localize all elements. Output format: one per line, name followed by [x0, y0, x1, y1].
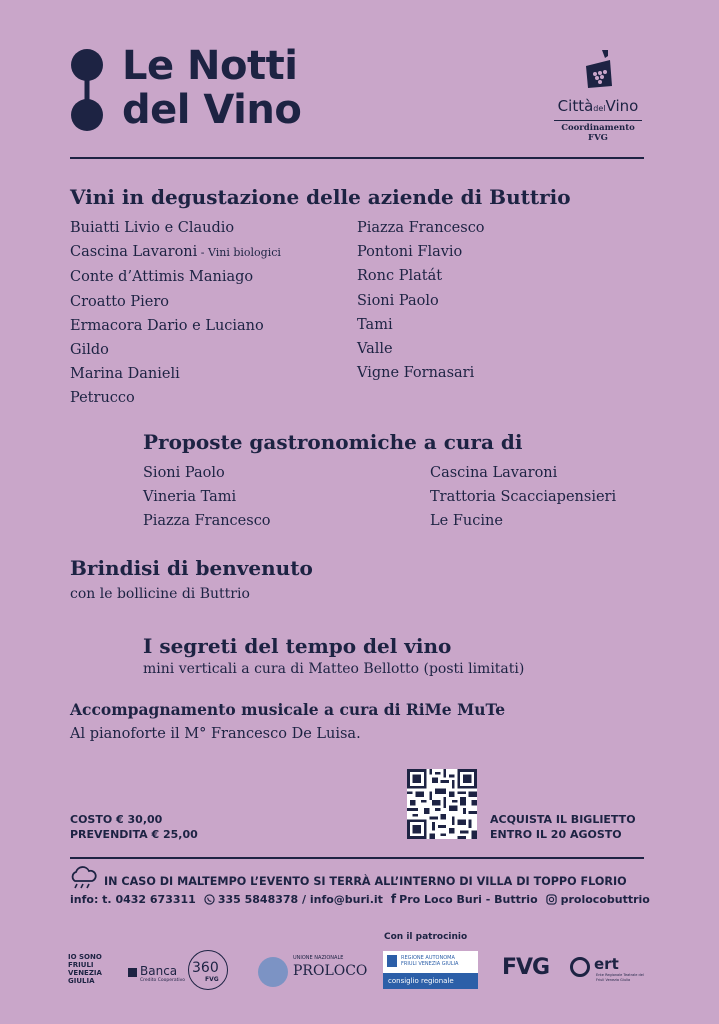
buy-line-2: ENTRO IL 20 AGOSTO — [490, 828, 622, 841]
list-item: Gildo — [70, 342, 109, 359]
list-item: Buiatti Livio e Claudio — [70, 220, 235, 236]
consiglio-regionale-logo: REGIONE AUTONOMA FRIULI VENEZIA GIULIA consiglio regionale — [383, 951, 478, 989]
patronage-label: Con il patrocinio — [384, 932, 468, 942]
ticket-prices — [70, 812, 198, 842]
citta-del-vino-logo — [548, 48, 648, 143]
qr-code-icon[interactable] — [407, 769, 477, 839]
list-item: Pontoni Flavio — [357, 244, 463, 261]
list-item: Ronc Platát — [357, 268, 443, 285]
divider-top — [70, 157, 644, 159]
food-left-list — [143, 461, 271, 534]
facebook-contact[interactable]: f Pro Loco Buri - Buttrio — [390, 892, 538, 906]
title-line-2: del Vino — [122, 87, 302, 133]
music-heading: Accompagnamento musicale a cura di RiMe MuTe — [70, 700, 506, 719]
contacts-row — [70, 892, 650, 906]
music-sub: Al pianoforte il M° Francesco De Luisa. — [70, 726, 361, 742]
rain-cloud-icon — [68, 866, 98, 890]
facebook-icon: f — [390, 892, 397, 906]
list-item: Valle — [357, 341, 393, 358]
cost-text: COSTO € 30,00 — [70, 813, 163, 826]
list-item: Cascina Lavaroni — [430, 465, 558, 481]
list-item: Trattoria Scacciapensieri — [430, 489, 617, 506]
ert-emblem-icon — [570, 957, 590, 977]
list-item: Vigne Fornasari — [357, 365, 475, 382]
wine-press-icon — [580, 48, 616, 92]
ert-logo: ert Ente Regionale Teatrale del Friuli Venezia Giulia — [570, 955, 650, 985]
banca-square-icon — [128, 968, 137, 977]
partner-subtitle: Coordinamento FVG — [554, 120, 642, 143]
secrets-heading: I segreti del tempo del vino — [143, 634, 452, 658]
whatsapp-contact[interactable]: 335 5848378 / info@buri.it — [204, 893, 383, 906]
wineries-heading: Vini in degustazione delle aziende di Buttrio — [70, 185, 571, 209]
list-item: Piazza Francesco — [357, 220, 485, 236]
presale-text: PREVENDITA € 25,00 — [70, 828, 198, 841]
wineries-left-list — [70, 216, 281, 411]
welcome-heading: Brindisi di benvenuto — [70, 556, 313, 580]
whatsapp-icon — [204, 894, 215, 905]
instagram-icon — [546, 894, 557, 905]
logo-mark-icon — [70, 48, 104, 132]
list-item: Piazza Francesco — [143, 513, 271, 530]
divider-bottom — [70, 857, 644, 859]
fvg-logo: FVG — [502, 955, 550, 980]
welcome-sub: con le bollicine di Buttrio — [70, 586, 250, 602]
list-item: Le Fucine — [430, 513, 503, 530]
list-item: Sioni Paolo — [357, 292, 439, 309]
list-item: Cascina Lavaroni - Vini biologici — [70, 244, 281, 261]
list-item: Croatto Piero — [70, 293, 170, 310]
list-item: Marina Danieli — [70, 366, 180, 383]
food-heading: Proposte gastronomiche a cura di — [143, 430, 523, 454]
food-right-list — [430, 461, 616, 534]
region-eagle-icon — [387, 955, 397, 967]
buy-line-1: ACQUISTA IL BIGLIETTO — [490, 813, 636, 826]
phone-text[interactable]: info: t. 0432 673311 — [70, 892, 196, 906]
buy-ticket-note — [490, 812, 636, 842]
weather-notice: IN CASO DI MALTEMPO L’EVENTO SI TERRÀ ALL’INTERNO DI VILLA DI TOPPO FLORIO — [104, 875, 627, 888]
list-item: Ermacora Dario e Luciano — [70, 317, 264, 334]
banca-360-logo: Banca Credito Cooperativo 360 FVG — [128, 950, 238, 990]
wineries-right-list — [357, 216, 485, 385]
io-sono-fvg-logo: IO SONO FRIULI VENEZIA GIULIA — [68, 953, 102, 985]
list-item: Conte d’Attimis Maniago — [70, 269, 254, 286]
instagram-contact[interactable]: prolocobuttrio — [546, 893, 650, 906]
list-item: Tami — [357, 316, 393, 333]
title-line-1: Le Notti — [122, 43, 298, 89]
partner-name: CittàdelVino — [557, 97, 639, 115]
secrets-sub: mini verticali a cura di Matteo Bellotto (posti limitati) — [143, 661, 525, 677]
list-item: Vineria Tami — [143, 489, 237, 506]
page-title — [122, 44, 301, 132]
list-item: Petrucco — [70, 390, 135, 407]
proloco-emblem-icon — [258, 957, 288, 987]
proloco-logo: UNIONE NAZIONALE PROLOCO — [258, 953, 358, 989]
list-item: Sioni Paolo — [143, 465, 225, 481]
